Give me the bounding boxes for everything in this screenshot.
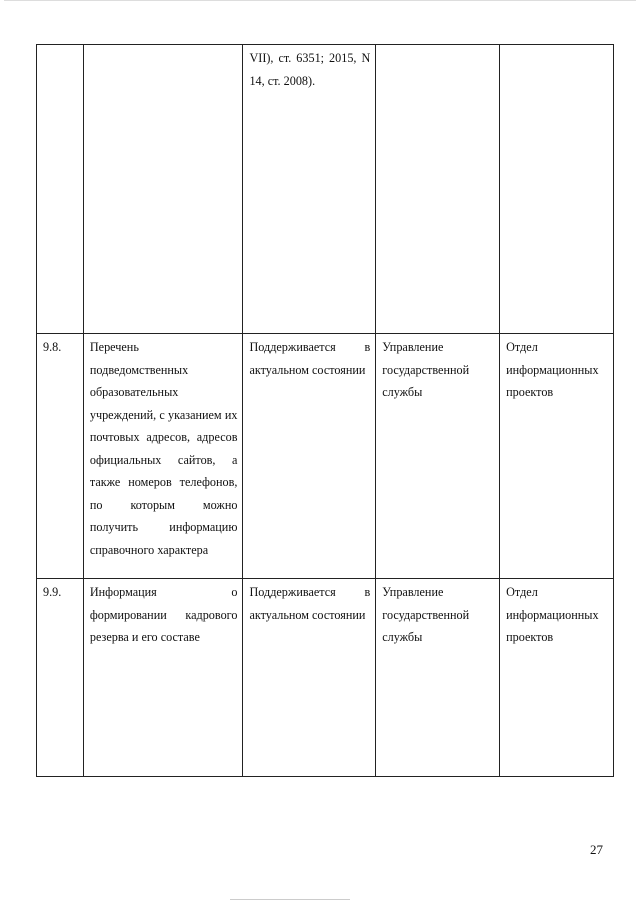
cell-responsible: Управление государственной службы <box>376 579 500 777</box>
cell-term: VII), ст. 6351; 2015, N 14, ст. 2008). <box>243 45 376 334</box>
document-table <box>36 44 614 777</box>
cell-department: Отдел информационных проектов <box>500 579 614 777</box>
cell-num: 9.8. <box>37 334 84 579</box>
page-top-edge <box>4 0 636 1</box>
cell-name <box>83 45 243 334</box>
table-row <box>37 334 614 579</box>
cell-num <box>37 45 84 334</box>
cell-department: Отдел информационных проектов <box>500 334 614 579</box>
cell-name: Информация о формировании кадрового резерва и его составе <box>83 579 243 777</box>
cell-responsible <box>376 45 500 334</box>
cell-name: Перечень подведомственных образовательных учреждений, с указанием их почтовых адресов, адресов официальных сайтов, а также номеров телефонов, по которым можно получить информацию справочного характера <box>83 334 243 579</box>
cell-responsible: Управление государственной службы <box>376 334 500 579</box>
cell-department <box>500 45 614 334</box>
table-row <box>37 579 614 777</box>
page-number: 27 <box>590 842 603 857</box>
cell-num: 9.9. <box>37 579 84 777</box>
cell-term: Поддерживается в актуальном состоянии <box>243 579 376 777</box>
table-row-continuation <box>37 45 614 334</box>
cell-term: Поддерживается в актуальном состоянии <box>243 334 376 579</box>
page-bottom-edge <box>230 899 350 900</box>
